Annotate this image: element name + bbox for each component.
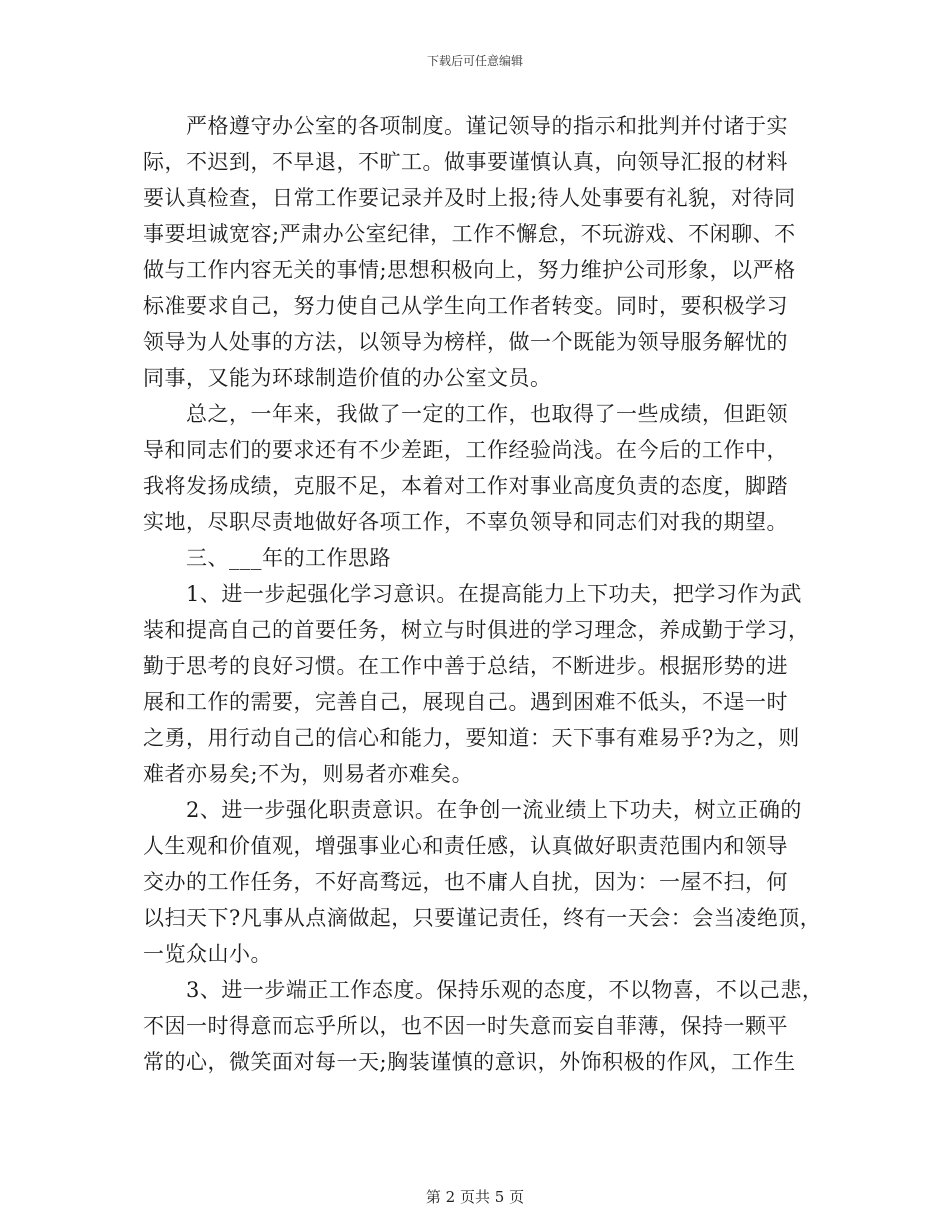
text-line: 之勇，用行动自己的信心和能力，要知道：天下事有难易乎?为之，则 — [143, 726, 800, 750]
document-body — [143, 108, 828, 1080]
text-line: 人生观和价值观，增强事业心和责任感，认真做好职责范围内和领导 — [143, 834, 788, 858]
text-line: 我将发扬成绩，克服不足，本着对工作对事业高度负责的态度，脚踏 — [143, 474, 788, 498]
text-line: 同事，又能为环球制造价值的办公室文员。 — [143, 366, 552, 390]
text-line: 严格遵守办公室的各项制度。谨记领导的指示和批判并付诸于实 — [143, 114, 788, 138]
page-header: 下载后可任意编辑 — [426, 54, 523, 68]
text-line: 展和工作的需要，完善自己，展现自己。遇到困难不低头，不逞一时 — [143, 690, 788, 714]
text-line: 不因一时得意而忘乎所以，也不因一时失意而妄自菲薄，保持一颗平 — [143, 1014, 788, 1038]
text-line: 际，不迟到，不早退，不旷工。做事要谨慎认真，向领导汇报的材料 — [143, 150, 788, 174]
text-line: 领导为人处事的方法，以领导为榜样，做一个既能为领导服务解忧的 — [143, 330, 788, 354]
text-line: 一览众山小。 — [143, 942, 272, 966]
text-line: 难者亦易矣;不为，则易者亦难矣。 — [143, 762, 474, 786]
text-line: 标准要求自己，努力使自己从学生向工作者转变。同时，要积极学习 — [143, 294, 788, 318]
text-line: 交办的工作任务，不好高骛远，也不庸人自扰，因为：一屋不扫，何 — [143, 870, 788, 894]
text-line: 总之，一年来，我做了一定的工作，也取得了一些成绩，但距领 — [143, 402, 788, 426]
text-line: 以扫天下?凡事从点滴做起，只要谨记责任，终有一天会：会当凌绝顶， — [143, 906, 822, 930]
text-line: 事要坦诚宽容;严肃办公室纪律，工作不懈怠，不玩游戏、不闲聊、不 — [143, 222, 796, 246]
text-line: 导和同志们的要求还有不少差距，工作经验尚浅。在今后的工作中， — [143, 438, 788, 462]
section-heading: 三、___年的工作思路 — [143, 546, 391, 570]
text-line: 做与工作内容无关的事情;思想积极向上，努力维护公司形象，以严格 — [143, 258, 796, 282]
text-line: 2、进一步强化职责意识。在争创一流业绩上下功夫，树立正确的 — [143, 798, 802, 822]
text-line: 勤于思考的良好习惯。在工作中善于总结，不断进步。根据形势的进 — [143, 654, 788, 678]
text-line: 1、进一步起强化学习意识。在提高能力上下功夫，把学习作为武 — [143, 582, 802, 606]
text-line: 实地，尽职尽责地做好各项工作，不辜负领导和同志们对我的期望。 — [143, 510, 788, 534]
text-line: 装和提高自己的首要任务，树立与时俱进的学习理念，养成勤于学习， — [143, 618, 810, 642]
page-number-footer: 第 2 页共 5 页 — [425, 1188, 525, 1206]
text-line: 常的心，微笑面对每一天;胸装谨慎的意识，外饰积极的作风，工作生 — [143, 1050, 796, 1074]
text-line: 要认真检查，日常工作要记录并及时上报;待人处事要有礼貌，对待同 — [143, 186, 796, 210]
text-line: 3、进一步端正工作态度。保持乐观的态度，不以物喜，不以己悲， — [143, 978, 824, 1002]
